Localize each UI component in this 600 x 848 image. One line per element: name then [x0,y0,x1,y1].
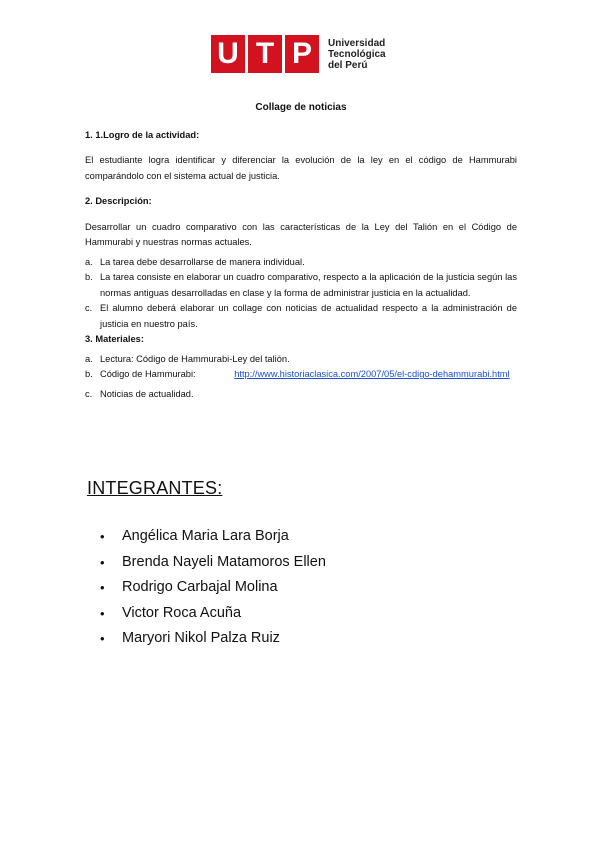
list-item [100,601,326,627]
bullet-icon: • [100,554,105,570]
list-item-text: La tarea debe desarrollarse de manera individual. [100,256,305,267]
list-marker: a. [85,256,93,267]
logo-line-3: del Perú [328,59,368,71]
list-item [100,575,326,601]
list-item [85,270,517,301]
section-heading-descripcion: 2. Descripción: [85,196,152,206]
descripcion-text: Desarrollar un cuadro comparativo con las características de la Ley del Talión en el Código de Hammurabi y nuestras normas actuales. [85,221,517,247]
list-marker: b. [85,272,93,282]
member-name: Angélica Maria Lara Borja [122,528,289,544]
logo-letter-t: T [248,35,282,73]
list-item [85,352,517,368]
list-item-text: Lectura: Código de Hammurabi-Ley del talión. [100,353,290,364]
logo-letters [211,35,322,73]
list-item [85,367,517,383]
member-name: Rodrigo Carbajal Molina [122,579,278,595]
list-item [85,387,517,403]
logo-wordmark [328,38,386,71]
list-item-text: El alumno deberá elaborar un collage con noticias de actualidad respecto a la administración de justicia en nuestro país. [100,303,517,329]
hammurabi-link[interactable]: http://www.historiaclasica.com/2007/05/el-cdigo-dehammurabi.html [234,369,510,379]
section-heading-materiales: 3. Materiales: [85,334,144,344]
logo-line-1: Universidad [328,37,386,49]
list-item [85,255,517,271]
descripcion-list [85,255,517,333]
list-marker: c. [85,303,93,313]
list-item [85,301,517,332]
list-marker: c. [85,388,93,399]
list-marker: a. [85,353,93,364]
bullet-icon: • [100,580,105,595]
page-title: Collage de noticias [255,102,347,113]
section-heading-logro: 1. 1.Logro de la actividad: [85,129,200,140]
materiales-list [85,352,517,403]
bullet-icon: • [100,529,105,544]
member-name: Maryori Nikol Palza Ruiz [122,630,280,646]
document-body [85,100,517,402]
bullet-icon: • [100,631,105,646]
list-item-text: Código de Hammurabi: [100,369,196,379]
list-item-text: La tarea consiste en elaborar un cuadro comparativo, respecto a la aplicación de la justicia según las normas antiguas desarrolladas en clase y la forma de administrar justicia en la actualidad. [100,272,517,298]
bullet-icon: • [100,605,105,621]
logo-letter-u: U [211,35,245,73]
list-marker: b. [85,369,93,379]
list-item [100,626,326,652]
logo-line-2: Tecnológica [328,48,386,60]
member-name: Victor Roca Acuña [122,604,242,621]
integrantes-heading: INTEGRANTES: [87,478,223,498]
logo-letter-p: P [285,35,319,73]
logro-text: El estudiante logra identificar y diferenciar la evolución de la ley en el código de Hammurabi comparándolo con el sistema actual de justicia. [85,155,517,181]
member-name: Brenda Nayeli Matamoros Ellen [122,553,326,570]
list-item [100,550,326,576]
list-item [100,524,326,550]
integrantes-list [100,524,326,652]
utp-logo [211,35,386,73]
list-item-text: Noticias de actualidad. [100,388,194,399]
